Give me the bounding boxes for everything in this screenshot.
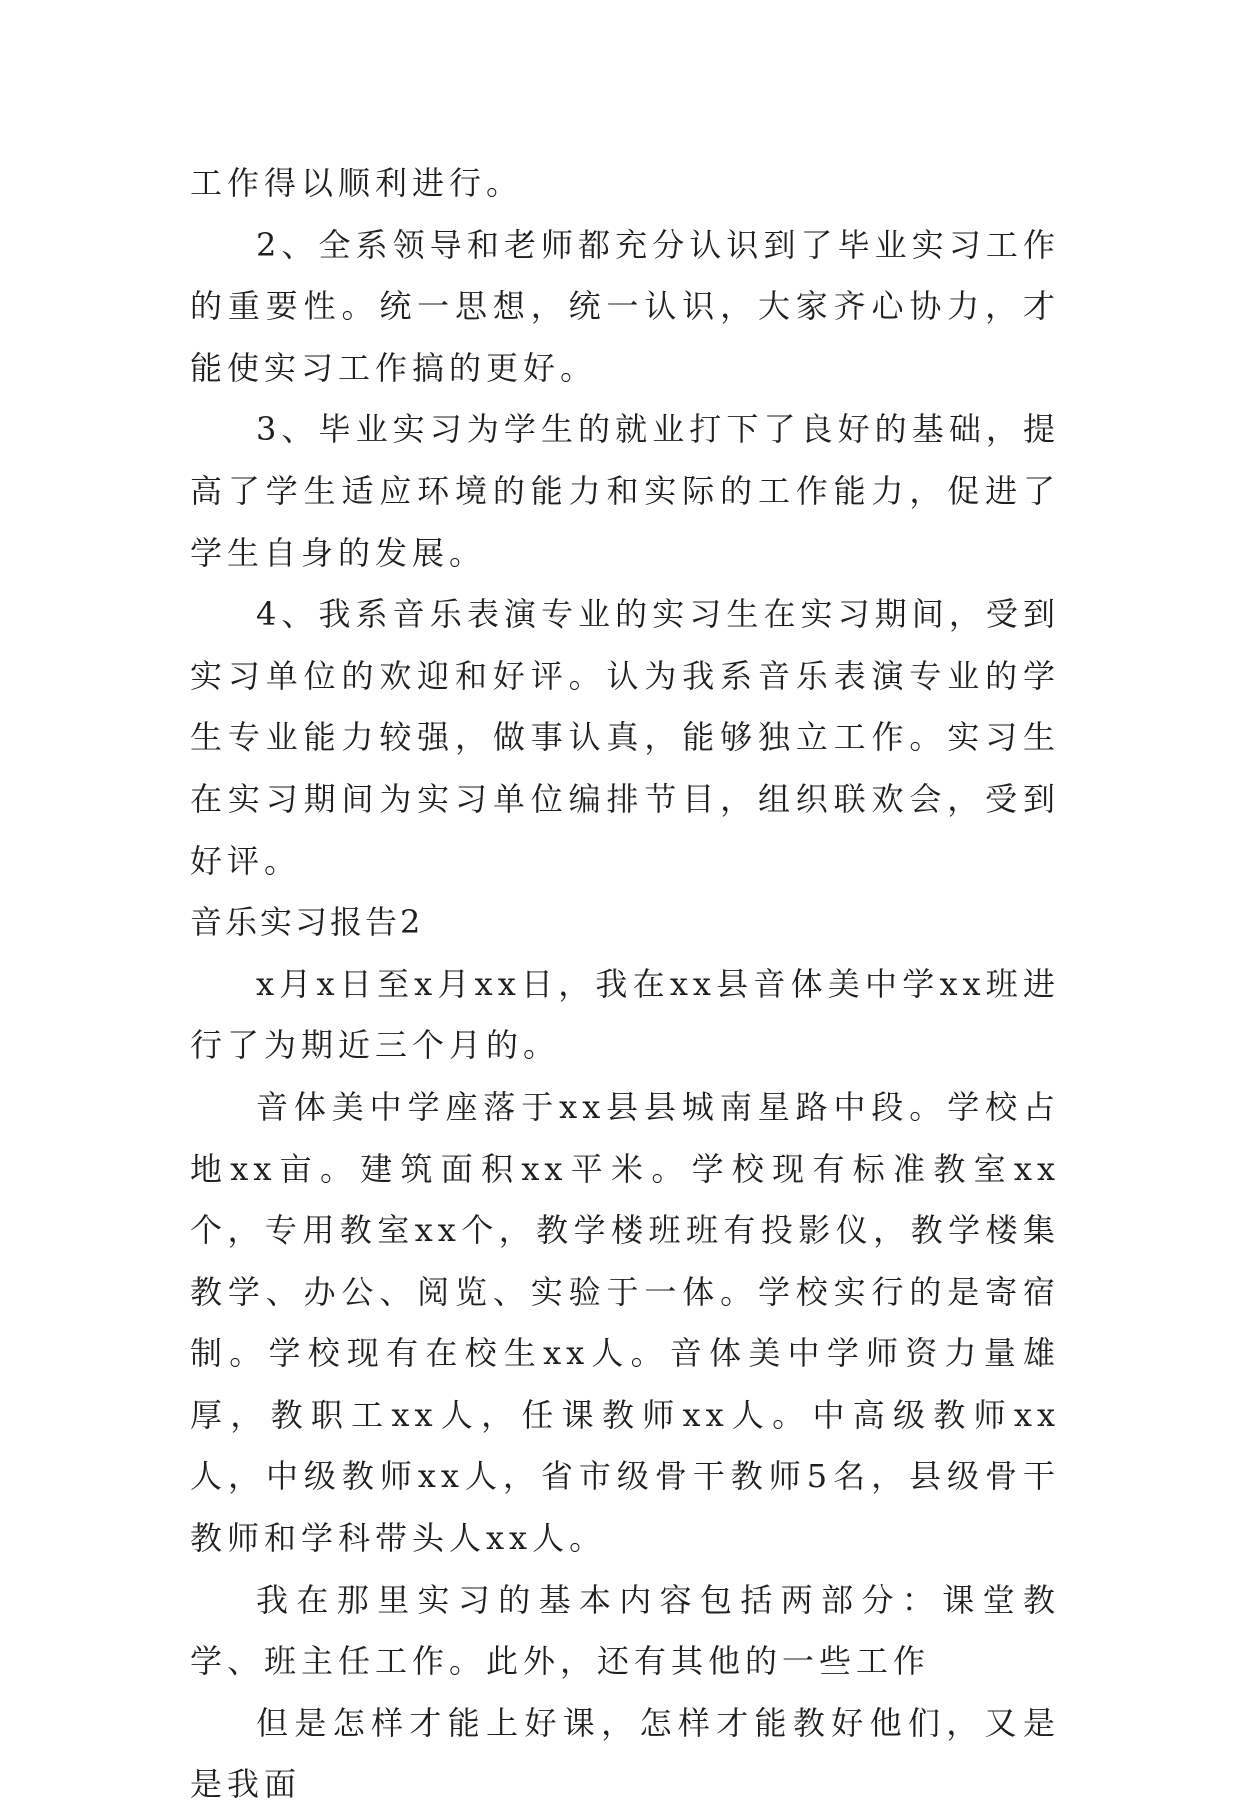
- paragraph-item-3: 3、毕业实习为学生的就业打下了良好的基础，提高了学生适应环境的能力和实际的工作能力，促进了学生自身的发展。: [190, 410, 1060, 572]
- paragraph-internship-period: x月x日至x月xx日，我在xx县音体美中学xx班进行了为期近三个月的。: [190, 964, 1060, 1065]
- paragraph-continuation: 工作得以顺利进行。: [190, 164, 524, 202]
- section-title: 音乐实习报告2: [190, 903, 424, 942]
- paragraph-item-2: 2、全系领导和老师都充分认识到了毕业实习工作的重要性。统一思想，统一认识，大家齐心协力，才能使实习工作搞的更好。: [190, 225, 1060, 387]
- paragraph-teaching-question: 但是怎样才能上好课，怎样才能教好他们，又是是我面: [190, 1703, 1060, 1804]
- paragraph-internship-content: 我在那里实习的基本内容包括两部分：课堂教学、班主任工作。此外，还有其他的一些工作: [190, 1580, 1060, 1681]
- paragraph-item-4: 4、我系音乐表演专业的实习生在实习期间，受到实习单位的欢迎和好评。认为我系音乐表演专业的学生专业能力较强，做事认真，能够独立工作。实习生在实习期间为实习单位编排节目，组织联欢会，受到好评。: [190, 595, 1060, 880]
- document-body: [190, 153, 1060, 1816]
- paragraph-school-intro: 音体美中学座落于xx县县城南星路中段。学校占地xx亩。建筑面积xx平米。学校现有标准教室xx个，专用教室xx个，教学楼班班有投影仪，教学楼集教学、办公、阅览、实验于一体。学校实行的是寄宿制。学校现有在校生xx人。音体美中学师资力量雄厚，教职工xx人，任课教师xx人。中高级教师xx人，中级教师xx人，省市级骨干教师5名，县级骨干教师和学科带头人xx人。: [190, 1087, 1060, 1558]
